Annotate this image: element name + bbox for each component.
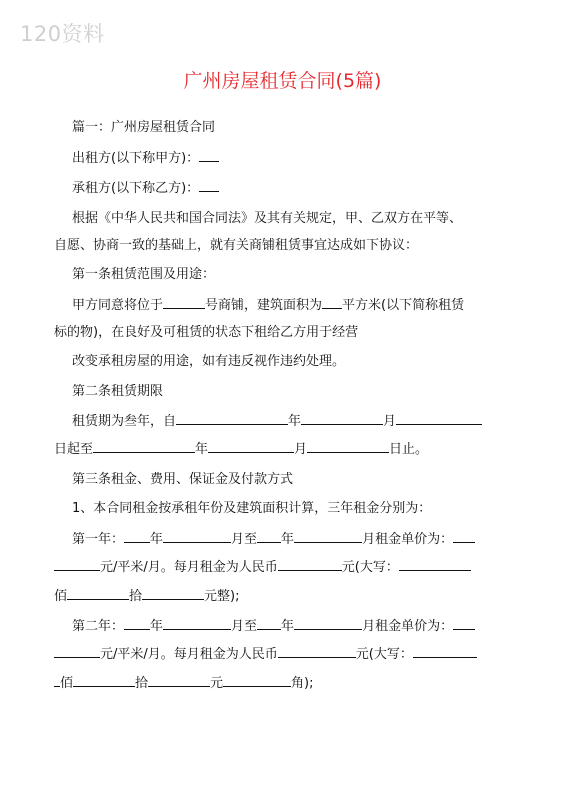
blank-field — [453, 616, 475, 630]
paragraph-line: 第一年： 年 月至 年 月租金单价为： — [54, 529, 514, 550]
paragraph-line: 标的物)，在良好及可租赁的状态下租给乙方用于经营 — [54, 324, 359, 340]
paragraph-line: 1、本合同租金按承租年份及建筑面积计算，三年租金分别为： — [72, 501, 432, 516]
paragraph-line: 佰 拾 元整); — [54, 586, 514, 607]
paragraph-line: 元/平米/月。每月租金为人民币 元(大写： — [54, 644, 514, 665]
blank-field — [93, 439, 195, 453]
document-body — [54, 118, 514, 704]
blank-field — [257, 616, 281, 630]
blank-field — [142, 586, 204, 600]
watermark: 120资料 — [20, 22, 105, 46]
document-title: 广州房屋租赁合同(5篇) — [183, 70, 382, 92]
paragraph-line: 甲方同意将位于 号商铺，建筑面积为 平方米(以下简称租赁 — [54, 295, 514, 316]
blank-field — [278, 644, 356, 658]
blank-field — [163, 295, 205, 309]
paragraph-line: 元/平米/月。每月租金为人民币 元(大写： — [54, 557, 514, 578]
blank-field — [73, 673, 135, 687]
article-heading: 第二条租赁期限 — [72, 383, 164, 399]
article-heading: 第三条租金、费用、保证金及付款方式 — [72, 471, 294, 487]
blank-field — [54, 557, 100, 571]
paragraph-line: 租赁期为叁年，自 年 月 — [54, 411, 514, 432]
lessor-line: 出租方(以下称甲方)： — [54, 148, 514, 169]
blank-field — [54, 644, 100, 658]
paragraph-line: 根据《中华人民共和国合同法》及其有关规定，甲、乙双方在平等、 — [72, 210, 463, 226]
blank-field — [148, 673, 210, 687]
blank-field — [208, 439, 294, 453]
blank-field — [399, 557, 471, 571]
paragraph-line: 改变承租房屋的用途，如有违反视作违约处理。 — [72, 354, 346, 369]
blank-field — [294, 616, 362, 630]
blank-field — [301, 411, 383, 425]
paragraph-line: 佰 拾 元 角); — [54, 673, 514, 694]
blank-field — [163, 616, 231, 630]
blank-field — [257, 529, 281, 543]
blank-field — [294, 529, 362, 543]
article-heading: 第一条租赁范围及用途： — [72, 267, 216, 282]
blank-field — [453, 529, 475, 543]
blank-field — [278, 557, 342, 571]
paragraph-line: 自愿、协商一致的基础上，就有关商铺租赁事宜达成如下协议： — [54, 237, 419, 253]
blank-field — [176, 411, 288, 425]
blank-field — [163, 529, 231, 543]
blank-field — [199, 148, 219, 162]
blank-field — [124, 616, 150, 630]
lessee-line: 承租方(以下称乙方)： — [54, 178, 514, 199]
blank-field — [124, 529, 150, 543]
blank-field — [307, 439, 389, 453]
blank-field — [413, 644, 477, 658]
paragraph-line: 第二年： 年 月至 年 月租金单价为： — [54, 616, 514, 637]
paragraph-line: 日起至 年 月 日止。 — [54, 439, 514, 460]
blank-field — [199, 178, 219, 192]
blank-field — [396, 411, 482, 425]
blank-field — [322, 295, 342, 309]
blank-field — [223, 673, 291, 687]
section-heading: 篇一：广州房屋租赁合同 — [72, 120, 216, 135]
blank-field — [67, 586, 129, 600]
